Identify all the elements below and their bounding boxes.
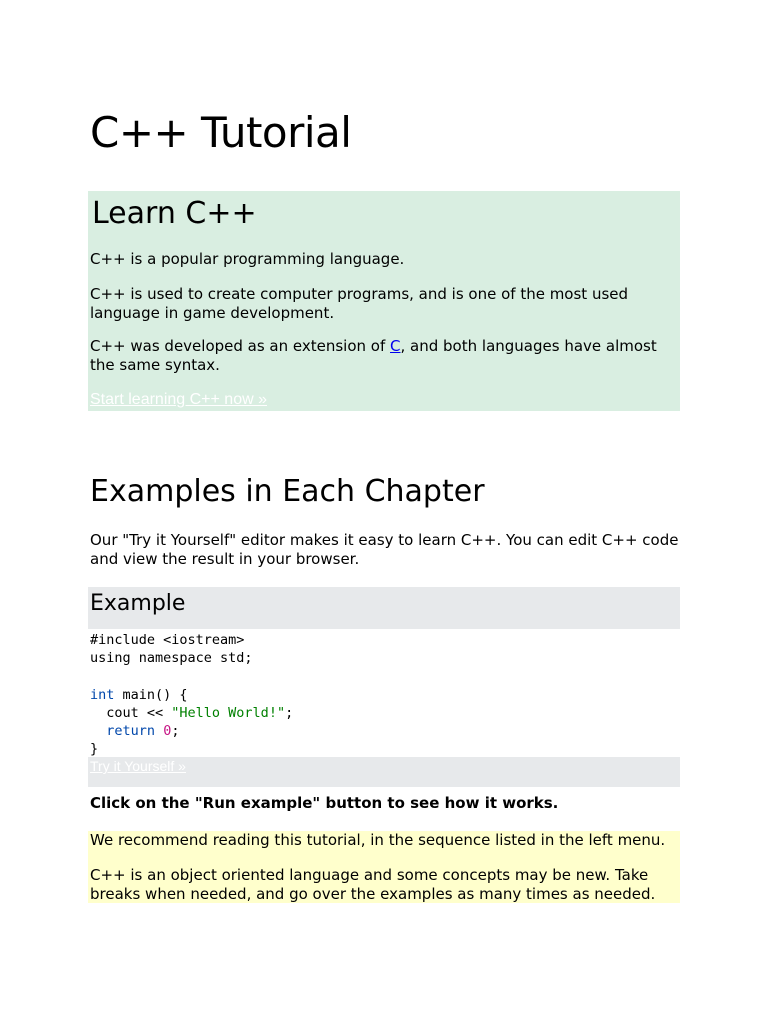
- note-paragraph-2: C++ is an object oriented language and some concepts may be new. Take breaks when needed, and go over the examples as many times as needed.: [90, 866, 656, 903]
- code-string-hello: "Hello World!": [171, 704, 286, 721]
- learn-paragraph-3: [90, 337, 680, 375]
- code-line-namespace: using namespace std;: [90, 650, 253, 667]
- page-title: C++ Tutorial: [90, 108, 352, 157]
- example-header: [88, 587, 680, 629]
- learn-paragraph-1: C++ is a popular programming language.: [90, 250, 405, 268]
- code-semicolon-return: ;: [171, 723, 180, 740]
- c-language-link[interactable]: C: [390, 337, 401, 355]
- learn-paragraph-3-end: , and both languages have almost the same syntax.: [90, 337, 657, 374]
- example-box: [88, 587, 680, 787]
- code-line-include: #include <iostream>: [90, 632, 245, 648]
- code-number-zero: 0: [163, 723, 172, 740]
- learn-paragraph-3-start: C++ was developed as an extension of: [90, 337, 391, 355]
- code-semicolon: ;: [285, 704, 294, 721]
- learn-paragraph-2: C++ is used to create computer programs, and is one of the most used language in game development.: [90, 285, 629, 322]
- run-example-note: Click on the "Run example" button to see how it works.: [90, 794, 559, 812]
- code-keyword-int: int: [90, 686, 115, 703]
- code-space: [155, 723, 163, 739]
- examples-intro: Our "Try it Yourself" editor makes it easy to learn C++. You can edit C++ code and view the result in your browser.: [90, 531, 679, 568]
- code-line-cout: cout <<: [90, 704, 172, 721]
- try-it-bar: [88, 757, 680, 787]
- start-learning-link[interactable]: Start learning C++ now »: [90, 391, 267, 408]
- try-it-yourself-link[interactable]: Try it Yourself »: [90, 758, 186, 774]
- note-paragraph-1: We recommend reading this tutorial, in the sequence listed in the left menu.: [90, 831, 666, 849]
- examples-heading: Examples in Each Chapter: [90, 474, 485, 509]
- code-indent: [90, 723, 106, 739]
- learn-heading: Learn C++: [92, 196, 257, 231]
- code-keyword-return: return: [106, 723, 156, 740]
- example-title: Example: [90, 591, 186, 616]
- code-line-close-brace: }: [90, 741, 99, 758]
- code-block: [90, 631, 293, 758]
- code-line-main: main() {: [114, 686, 188, 703]
